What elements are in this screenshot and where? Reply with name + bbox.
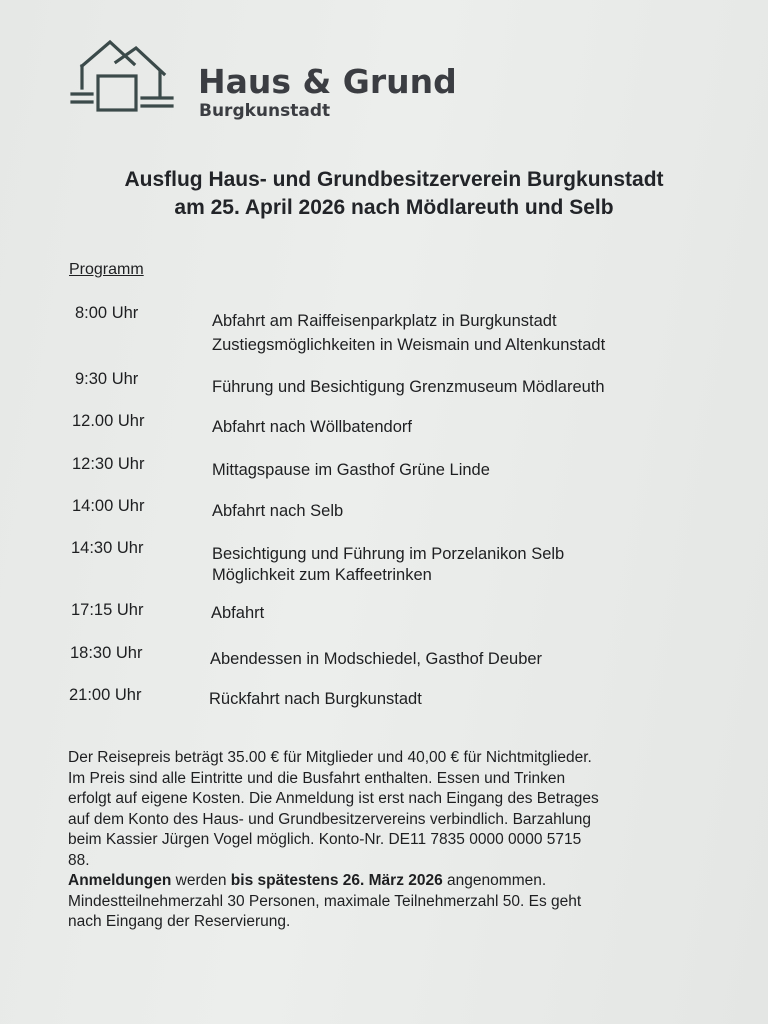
registration-text: angenommen. <box>442 872 547 889</box>
schedule-description: Abfahrt <box>211 604 265 622</box>
price-line: 88. <box>68 851 90 869</box>
schedule-description: Abendessen in Modschiedel, Gasthof Deuber <box>210 650 543 668</box>
schedule-description: Besichtigung und Führung im Porzelanikon Selb <box>212 545 565 563</box>
price-line: Im Preis sind alle Eintritte und die Busfahrt enthalten. Essen und Trinken <box>68 769 566 787</box>
page-title-line-1: Ausflug Haus- und Grundbesitzerverein Burgkunstadt <box>124 168 664 191</box>
house-icon <box>68 36 178 126</box>
schedule-description: Möglichkeit zum Kaffeetrinken <box>212 566 432 584</box>
schedule-description: Führung und Besichtigung Grenzmuseum Mödlareuth <box>212 378 605 396</box>
page-title-line-2: am 25. April 2026 nach Mödlareuth und Selb <box>174 196 614 219</box>
price-line: auf dem Konto des Haus- und Grundbesitzervereins verbindlich. Barzahlung <box>68 810 591 828</box>
schedule-time: 21:00 Uhr <box>69 686 142 704</box>
schedule-time: 14:30 Uhr <box>71 539 144 557</box>
schedule-time: 12.00 Uhr <box>72 412 145 430</box>
registration-text: werden <box>171 872 231 889</box>
registration-label: Anmeldungen <box>68 872 172 889</box>
schedule-time: 14:00 Uhr <box>72 497 145 515</box>
price-line: erfolgt auf eigene Kosten. Die Anmeldung ist erst nach Eingang des Betrages <box>68 790 599 807</box>
schedule-time: 17:15 Uhr <box>71 601 144 619</box>
schedule-description: Zustiegsmöglichkeiten in Weismain und Altenkunstadt <box>212 336 606 354</box>
price-line: beim Kassier Jürgen Vogel möglich. Konto-Nr. DE11 7835 0000 0000 5715 <box>68 831 582 848</box>
program-heading: Programm <box>69 261 144 278</box>
schedule-description: Mittagspause im Gasthof Grüne Linde <box>212 461 490 479</box>
haus-und-grund-logo <box>68 36 457 126</box>
schedule-description: Abfahrt nach Selb <box>212 502 344 520</box>
schedule-time: 9:30 Uhr <box>75 370 139 388</box>
schedule-time: 8:00 Uhr <box>75 304 139 322</box>
participants-line: Mindestteilnehmerzahl 30 Personen, maximale Teilnehmerzahl 50. Es geht <box>68 892 582 910</box>
schedule-time: 12:30 Uhr <box>72 455 145 473</box>
brand-location: Burgkunstadt <box>199 101 331 121</box>
schedule-description: Abfahrt am Raiffeisenparkplatz in Burgkunstadt <box>212 312 557 330</box>
schedule-description: Abfahrt nach Wöllbatendorf <box>212 418 412 436</box>
trip-details <box>68 748 718 933</box>
registration-deadline: bis spätestens 26. März 2026 <box>230 872 443 889</box>
registration-line <box>68 871 718 892</box>
schedule-description: Rückfahrt nach Burgkunstadt <box>209 690 422 708</box>
schedule-time: 18:30 Uhr <box>70 644 143 662</box>
participants-line: nach Eingang der Reservierung. <box>68 913 291 930</box>
brand-name: Haus & Grund <box>198 62 457 101</box>
price-line: Der Reisepreis beträgt 35.00 € für Mitglieder und 40,00 € für Nichtmitglieder. <box>68 749 592 766</box>
